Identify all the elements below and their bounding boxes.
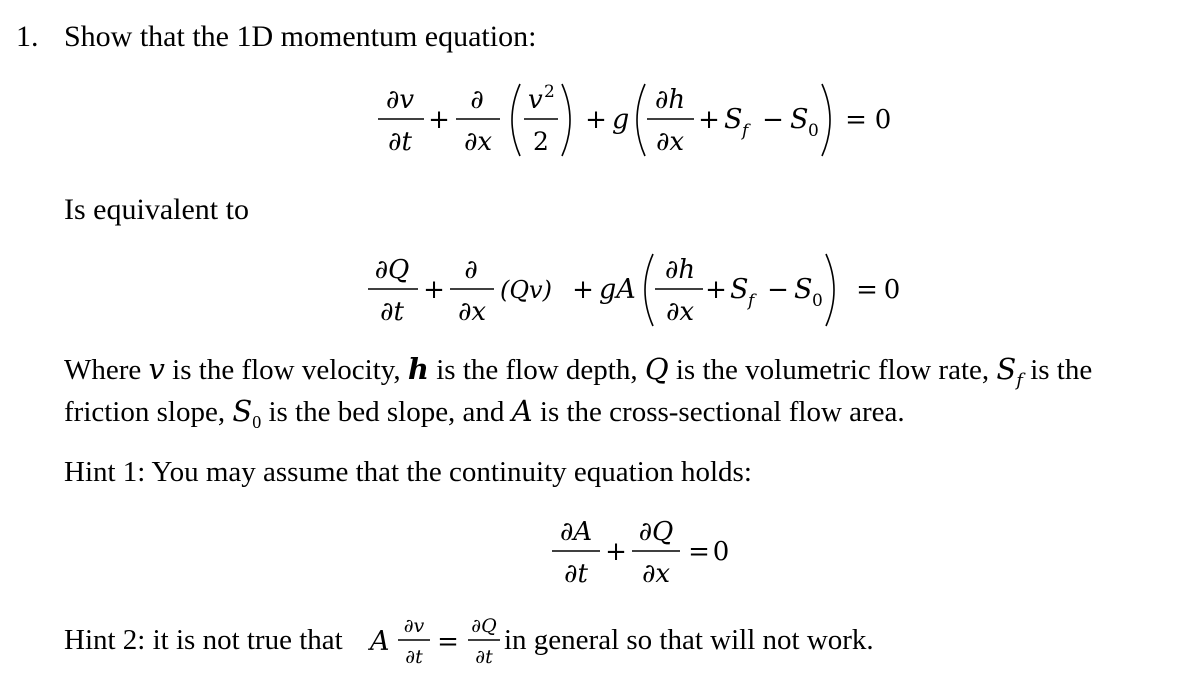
eq1-d: ∂ <box>470 85 484 115</box>
eq1-plus1: + <box>428 105 450 135</box>
hint2-inline-equation <box>370 612 508 670</box>
h2-A: A <box>370 626 390 657</box>
eq1-equals: = <box>845 105 867 135</box>
ceq-dA: ∂A <box>559 517 593 547</box>
def2-t2: is the bed slope, and <box>261 396 512 428</box>
h2-dt2: ∂t <box>475 646 493 668</box>
eq1-paren-open-2 <box>637 84 645 156</box>
hint1-text: Hint 1: You may assume that the continuity equation holds: <box>64 456 752 488</box>
definitions-line-1 <box>64 352 1093 391</box>
eq1-dx2: ∂x <box>655 127 685 157</box>
def-Sf: S <box>996 352 1017 386</box>
eq2-plus3: + <box>705 275 727 305</box>
def2-S0: S <box>232 394 253 428</box>
ceq-dt: ∂t <box>564 559 588 589</box>
eq2-Qv: (Qv) <box>500 276 552 304</box>
eq1-g: g <box>612 104 630 135</box>
ceq-rhs: 0 <box>712 537 730 567</box>
hint2-after: in general so that will not work. <box>504 624 874 656</box>
eq2-dx2: ∂x <box>665 297 695 327</box>
eq2-S0: S <box>794 274 813 305</box>
eq1-plus3: + <box>698 105 720 135</box>
eq1-S0: S <box>790 104 809 135</box>
eq1-dt: ∂t <box>388 127 412 157</box>
eq1-sq: 2 <box>544 82 555 102</box>
def-t3: is the volumetric flow rate, <box>668 354 997 386</box>
hint2-before: Hint 2: it is not true that <box>64 624 343 656</box>
h2-dv: ∂v <box>403 615 425 637</box>
h2-dQ: ∂Q <box>471 615 497 637</box>
eq2-paren-open <box>645 254 653 326</box>
eq2-gA: gA <box>599 274 636 305</box>
eq2-minus: − <box>767 275 789 305</box>
momentum-equation <box>370 80 910 160</box>
definitions-line-2 <box>64 394 905 432</box>
def-where: Where <box>64 354 149 386</box>
continuity-equation <box>546 512 736 592</box>
def-t1: is the flow velocity, <box>164 354 408 386</box>
h2-equals: = <box>437 627 459 657</box>
eq2-dh: ∂h <box>664 255 696 285</box>
eq1-dx1: ∂x <box>463 127 493 157</box>
eq1-rhs: 0 <box>874 105 892 135</box>
eq1-dv: ∂v <box>385 85 415 115</box>
eq1-v: v <box>528 85 543 115</box>
problem-statement: Show that the 1D momentum equation: <box>64 20 537 53</box>
def2-S0-sub: 0 <box>252 411 262 432</box>
def-h: h <box>407 352 429 386</box>
eq1-zero-sub: 0 <box>808 121 819 141</box>
def2-t3: is the cross-sectional flow area. <box>532 396 905 428</box>
eq2-paren-close <box>826 254 834 326</box>
def-Sf-sub: f <box>1016 369 1023 391</box>
eq1-two: 2 <box>533 127 549 156</box>
def-Q: Q <box>644 352 669 386</box>
ceq-dx: ∂x <box>641 559 671 589</box>
def-t4: is the <box>1022 354 1093 386</box>
eq1-dh: ∂h <box>654 85 686 115</box>
eq2-dt: ∂t <box>380 297 404 327</box>
eq1-S: S <box>724 104 743 135</box>
eq1-minus: − <box>762 105 784 135</box>
eq1-f: f <box>742 121 749 141</box>
equivalent-text: Is equivalent to <box>64 193 249 226</box>
problem-number: 1. <box>16 20 39 53</box>
eq2-f: f <box>748 291 755 311</box>
eq1-paren-close-1 <box>562 84 570 156</box>
ceq-equals: = <box>688 537 710 567</box>
h2-dt1: ∂t <box>405 646 423 668</box>
eq1-plus2: + <box>585 105 607 135</box>
ceq-dQ: ∂Q <box>638 517 674 547</box>
ceq-plus: + <box>605 537 627 567</box>
def2-t1: friction slope, <box>64 396 233 428</box>
eq2-rhs: 0 <box>883 275 901 305</box>
eq2-d: ∂ <box>464 255 478 285</box>
def-v: v <box>148 352 165 386</box>
eq2-dQ: ∂Q <box>374 255 410 285</box>
def2-A: A <box>511 394 533 428</box>
eq2-plus1: + <box>423 275 445 305</box>
def-t2: is the flow depth, <box>428 354 645 386</box>
conservative-equation <box>362 250 922 330</box>
eq2-equals: = <box>856 275 878 305</box>
eq2-dx1: ∂x <box>457 297 487 327</box>
eq1-paren-open-1 <box>512 84 520 156</box>
eq2-zero-sub: 0 <box>812 291 823 311</box>
eq1-paren-close-2 <box>822 84 830 156</box>
eq2-S: S <box>730 274 749 305</box>
eq2-plus2: + <box>572 275 594 305</box>
